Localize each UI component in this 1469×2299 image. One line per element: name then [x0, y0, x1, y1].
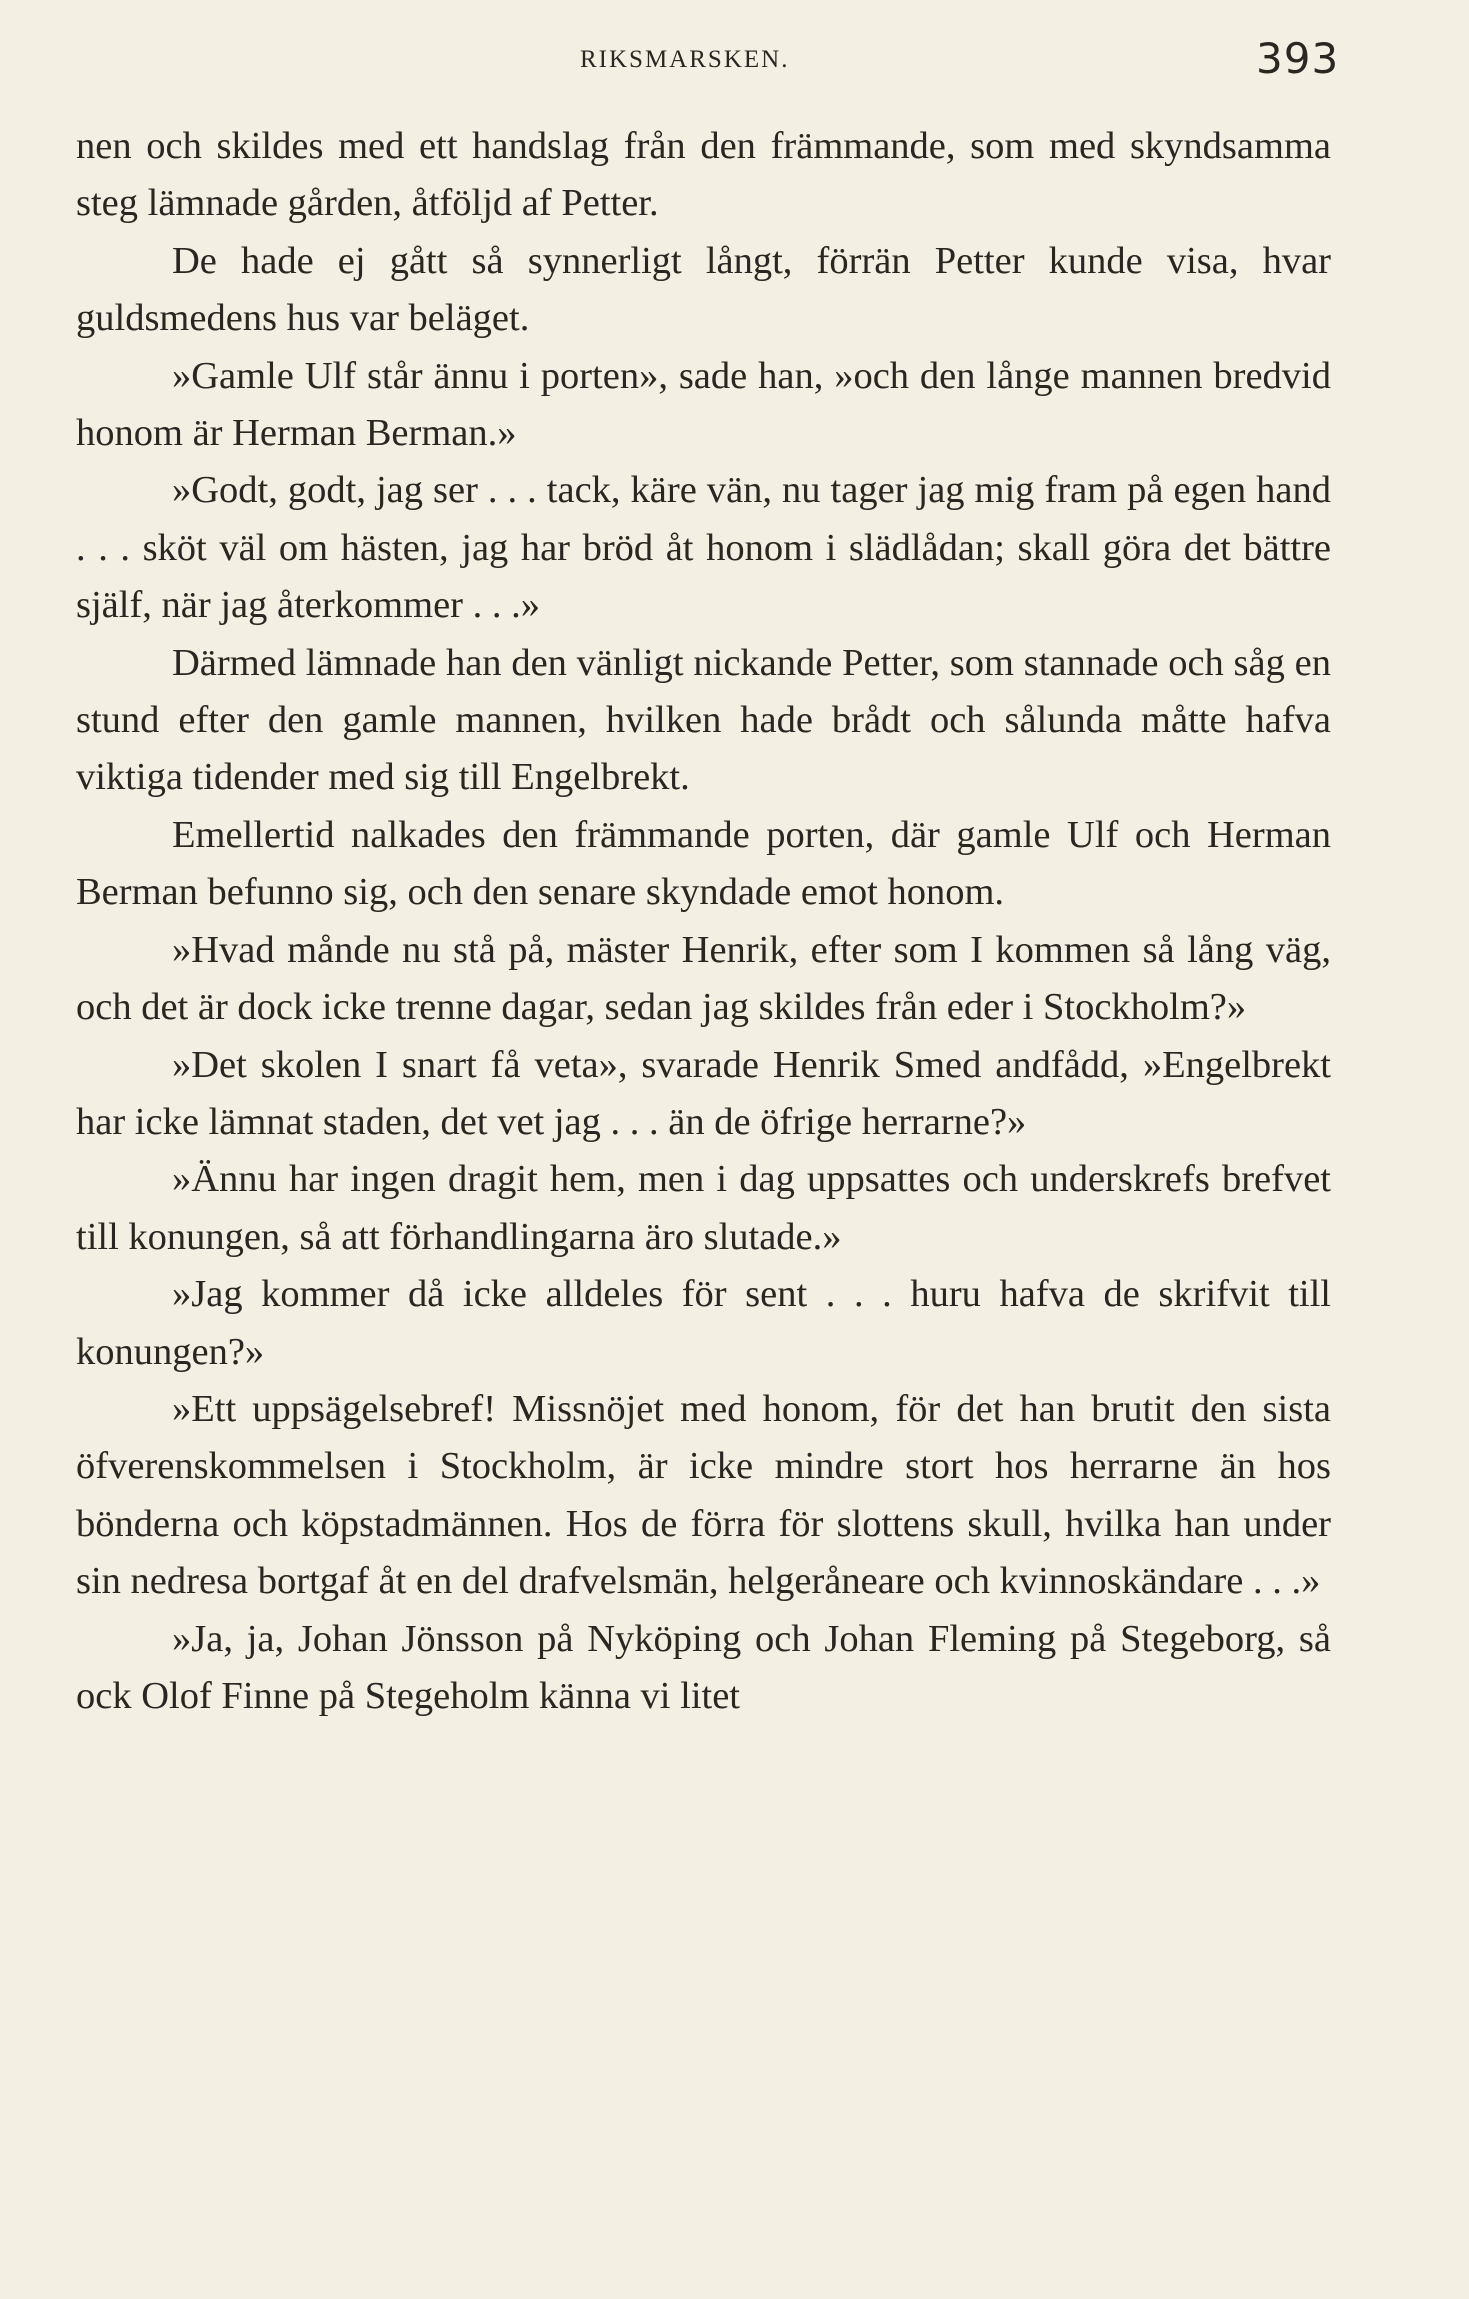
paragraph: »Ja, ja, Johan Jönsson på Nyköping och Johan Fleming på Stegeborg, så ock Olof Finne på Stegeholm känna vi litet [76, 1617, 1331, 1717]
paragraph: »Godt, godt, jag ser . . . tack, käre vän, nu tager jag mig fram på egen hand . . . sköt väl om hästen, jag har bröd åt honom i slädlådan; skall göra det bättre själf, när jag återkommer . . .» [76, 469, 1331, 627]
paragraph: Därmed lämnade han den vänligt nickande Petter, som stannade och såg en stund efter den gamle mannen, hvilken hade brådt och sålunda måtte hafva viktiga tidender med sig till Engelbrekt. [76, 641, 1331, 799]
page-number: 393 [1256, 34, 1340, 83]
paragraph: »Jag kommer då icke alldeles för sent . . . huru hafva de skrifvit till konungen?» [76, 1273, 1331, 1373]
paragraph: De hade ej gått så synnerligt långt, förrän Petter kunde visa, hvar guldsmedens hus var beläget. [76, 239, 1331, 340]
paragraph: Emellertid nalkades den främmande porten, där gamle Ulf och Herman Berman befunno sig, och den senare skyndade emot honom. [76, 813, 1331, 914]
paragraph: »Gamle Ulf står ännu i porten», sade han, »och den långe mannen bredvid honom är Herman Berman.» [76, 354, 1331, 455]
running-title: RIKSMARSKEN. [580, 46, 790, 73]
paragraph: »Ännu har ingen dragit hem, men i dag uppsattes och underskrefs brefvet till konungen, så att förhandlingarna äro slutade.» [76, 1158, 1331, 1258]
paragraph: nen och skildes med ett handslag från den främmande, som med skyndsamma steg lämnade gården, åtföljd af Petter. [76, 125, 1331, 225]
paragraph: »Det skolen I snart få veta», svarade Henrik Smed andfådd, »Engelbrekt har icke lämnat staden, det vet jag . . . än de öfrige herrarne?» [76, 1043, 1331, 1143]
paragraph: »Ett uppsägelsebref! Missnöjet med honom, för det han brutit den sista öfverenskommelsen i Stockholm, är icke mindre stort hos herrarne än hos bönderna och köpstadmännen. Hos de förra för slottens skull, hvilka han under sin nedresa bortgaf åt en del drafvelsmän, helgeråneare och kvinnoskändare . . .» [76, 1387, 1331, 1603]
paragraph: »Hvad månde nu stå på, mäster Henrik, efter som I kommen så lång väg, och det är dock icke trenne dagar, sedan jag skildes från eder i Stockholm?» [76, 928, 1331, 1029]
body-text [76, 118, 1331, 1725]
